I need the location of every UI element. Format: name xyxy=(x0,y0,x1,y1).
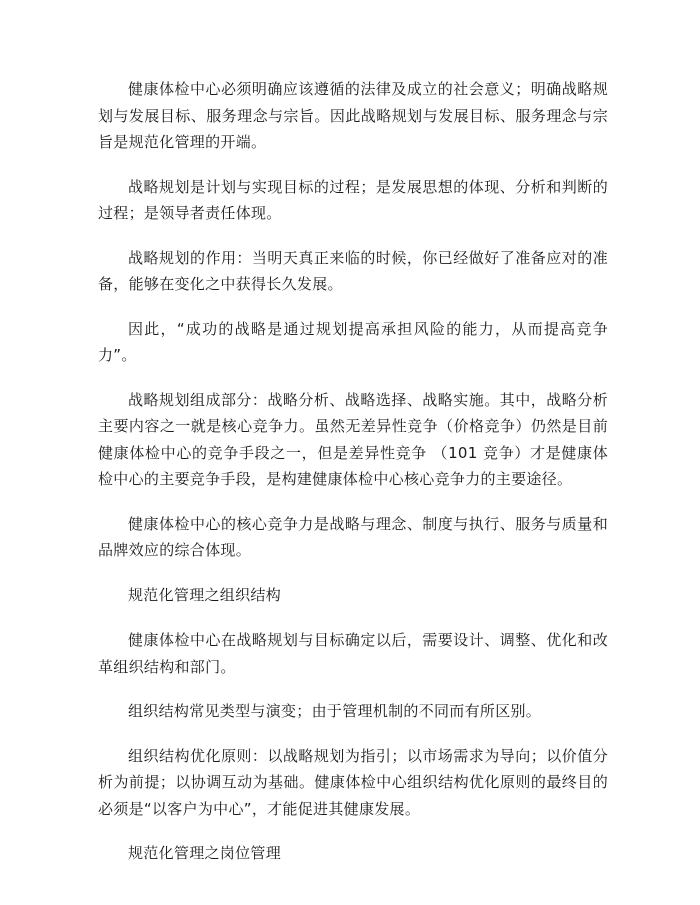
paragraph-org-design: 健康体检中心在战略规划与目标确定以后，需要设计、调整、优化和改革组织结构和部门。 xyxy=(98,631,608,676)
section-heading-position-management: 规范化管理之岗位管理 xyxy=(128,844,282,862)
paragraph-strategy-components: 战略规划组成部分：战略分析、战略选择、战略实施。其中，战略分析主要内容之一就是核心竞争力。虽然无差异性竞争（价格竞争）仍然是目前健康体检中心的竞争手段之一，但是差异性竞争 （101 竞争）才是健康体检中心的主要竞争手段，是构建健康体检中心核心竞争力的主要途径。 xyxy=(98,390,608,488)
paragraph-core-competence: 健康体检中心的核心竞争力是战略与理念、制度与执行、服务与质量和品牌效应的综合体现。 xyxy=(98,514,608,559)
document-page xyxy=(98,76,608,886)
paragraph-strategy-quote: 因此，“成功的战略是通过规划提高承担风险的能力，从而提高竞争力”。 xyxy=(98,319,608,364)
paragraph-strategy-definition: 战略规划是计划与实现目标的过程；是发展思想的体现、分析和判断的过程；是领导者责任体现。 xyxy=(98,177,608,222)
paragraph-org-types: 组织结构常见类型与演变；由于管理机制的不同而有所区别。 xyxy=(128,702,542,720)
paragraph-strategy-intro: 健康体检中心必须明确应该遵循的法律及成立的社会意义；明确战略规划与发展目标、服务理念与宗旨。因此战略规划与发展目标、服务理念与宗旨是规范化管理的开端。 xyxy=(98,80,608,151)
paragraph-org-principles: 组织结构优化原则：以战略规划为指引；以市场需求为导向；以价值分析为前提；以协调互动为基础。健康体检中心组织结构优化原则的最终目的必须是“以客户为中心”，才能促进其健康发展。 xyxy=(98,746,608,818)
section-heading-org-structure: 规范化管理之组织结构 xyxy=(128,585,282,604)
paragraph-strategy-role: 战略规划的作用：当明天真正来临的时候，你已经做好了准备应对的准备，能够在变化之中获得长久发展。 xyxy=(98,248,608,293)
